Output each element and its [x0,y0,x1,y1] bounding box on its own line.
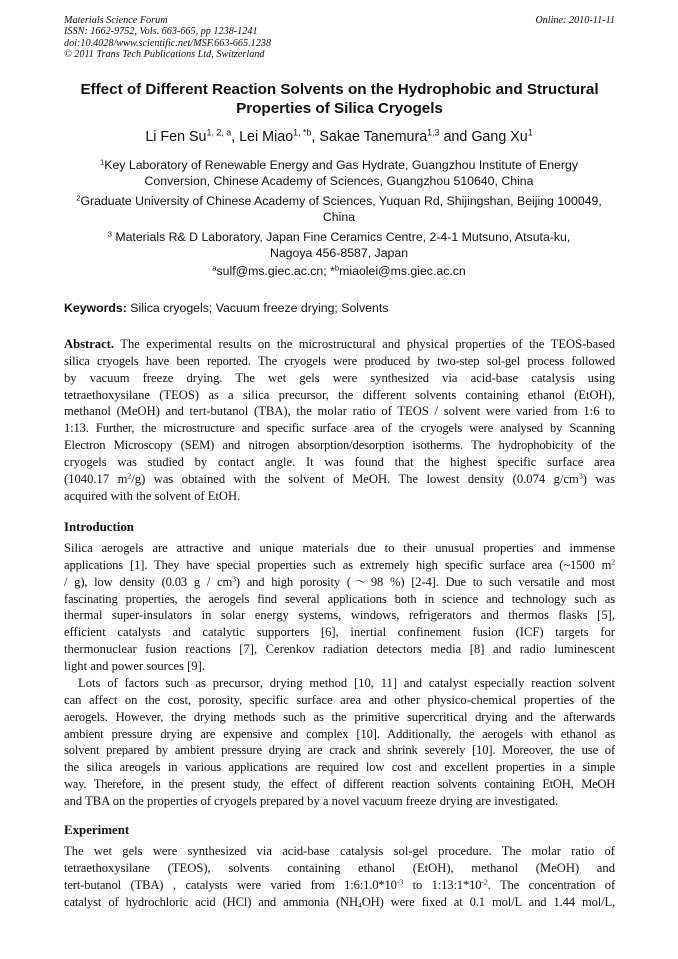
abstract-line: by vacuum freeze drying. The wet gels were synthesized via acid-base catalysis using [64,370,615,385]
text-run: OH) were fixed at 0.1 mol/L and 1.44 mol/L, [361,894,615,909]
text-run: tert-butanol (TBA) , catalysts were varied from 1:6:1.0*10 [64,877,397,892]
keywords-label: Keywords: [64,301,127,315]
abstract [64,336,615,504]
experiment-paragraph [64,843,615,910]
author-name: Gang Xu [471,129,528,145]
superscript: 2 [611,557,615,567]
text-line: solvent prepared by ambient pressure drying are crack and shrink severely [10]. Moreover, the use of [64,743,615,758]
text-line: the silica areogels in various applications are required low cost and excellent properties in a simple [64,760,615,775]
text-run: ) and high porosity (～98 %) [2-4]. Due to such versatile and most [235,574,615,589]
author-affil-mark: 1 [527,127,533,138]
keywords-text: Silica cryogels; Vacuum freeze drying; Solvents [126,301,389,315]
abstract-line: Electron Microscopy (SEM) and nitrogen absorption/desorption isotherms. The hydrophobicity of the [64,438,615,453]
affiliation-number: 3 [107,229,112,239]
text-run: to 1:13:1*10 [403,877,482,892]
text-line: thermal super-insulators in solar energy systems, windows, refrigerators and thermos flasks [5], [64,608,615,623]
text-line [64,574,615,591]
subscript: 4 [357,900,362,910]
text-line: thermonuclear fusion reactions [7], Cerenkov radiation detectors media [8] and radio luminescent [64,642,615,657]
author-separator: and [439,129,472,145]
text-run: ) was [582,471,615,486]
text-line: Silica aerogels are attractive and unique materials due to their unusual properties and immense [64,541,615,555]
author-emails [60,263,618,279]
abstract-line: methanol (MeOH) and tert-butanol (TBA), the molar ratio of TEOS / solvent were varied from 1:6 to [64,404,615,419]
abstract-line: The experimental results on the microstructural and physical properties of the TEOS-based [114,337,615,351]
introduction-paragraph-1 [64,540,615,675]
text-line: aerogels. However, the drying methods such as the primitive supercritical drying and the afterwards [64,709,615,724]
text-line [64,557,615,574]
affiliation-text: China [322,210,356,224]
text-line: and TBA on the properties of cryogels prepared by a novel vacuum freeze drying are investigated. [64,793,559,808]
superscript: 3 [232,574,236,584]
affiliation-text: Graduate University of Chinese Academy of Sciences, Yuquan Rd, Shijingshan, Beijing 100049, [80,194,602,208]
affiliation-text: Materials R& D Laboratory, Japan Fine Ceramics Centre, 2-4-1 Mutsuno, Atsuta-ku, [115,230,571,244]
text-line: The wet gels were synthesized via acid-base catalysis sol-gel procedure. The molar ratio of [64,844,615,858]
email-mark: a [212,263,217,273]
abstract-label: Abstract. [64,337,115,351]
abstract-line: acquired with the solvent of EtOH. [64,488,241,503]
text-line: efficient catalysts and catalytic supporters [6], inertial confinement fusion (ICF) targets for [64,625,615,640]
email-mark: b [334,263,340,273]
section-heading-introduction: Introduction [64,520,134,534]
abstract-line: tetraethoxysilane (TEOS) as a silica precursor, the different solvents containing ethanol (EtOH), [64,387,615,402]
affiliation-text: Nagoya 456-8587, Japan [269,246,409,260]
author-name: Lei Miao [239,129,294,145]
title-line-2: Properties of Silica Cryogels [236,100,443,117]
text-line: can affect on the cost, porosity, specific surface area and other physico-chemical properties of the [64,692,615,707]
text-run: applications [1]. They have special properties such as extremely high specific surface area (~1500 m [64,557,612,572]
keywords [64,300,615,316]
email-a: sulf@ms.giec.ac.cn; [216,264,331,278]
text-line: Lots of factors such as precursor, drying method [10, 11] and catalyst especially reaction solvent [78,676,615,690]
email-b: miaolei@ms.giec.ac.cn [339,264,466,278]
text-line: way. Therefore, in the present study, the effect of different reaction solvents containing EtOH, MeOH [64,777,615,792]
text-run: catalyst of hydrochloric acid (HCl) and ammonia (NH [64,894,358,909]
journal-header [64,15,615,61]
text-run: . The concentration of [487,877,615,892]
affiliation-1 [60,157,618,189]
author-affil-mark: 1, 2, a [206,127,232,138]
paper-title [48,80,631,118]
affiliation-text: Key Laboratory of Renewable Energy and Gas Hydrate, Guangzhou Institute of Energy [104,158,578,172]
author-name: Sakae Tanemura [319,129,428,145]
affiliation-text: Conversion, Chinese Academy of Sciences, Guangzhou 510640, China [144,174,534,188]
superscript: 2 [127,471,132,481]
text-line [64,877,615,894]
doi-line: doi:10.4028/www.scientific.net/MSF.663-665.1238 [64,37,272,49]
text-line: light and power sources [9]. [64,658,205,673]
text-run: (1040.17 m [64,471,128,486]
introduction-paragraph-2 [64,675,615,810]
abstract-line [64,471,615,488]
superscript: -3 [396,877,404,887]
author-name: Li Fen Su [145,129,207,145]
superscript: -2 [481,877,488,887]
author-affil-mark: 1, *b [293,127,312,138]
copyright-line: © 2011 Trans Tech Publications Ltd, Switzerland [64,49,265,61]
author-separator: , [231,129,240,145]
online-date: Online: 2010-11-11 [535,15,615,26]
affiliation-3 [60,229,618,261]
section-heading-experiment: Experiment [64,823,130,837]
affiliation-2 [60,193,618,225]
author-list [40,128,638,146]
author-separator: , [311,129,320,145]
text-run: /g) was obtained with the solvent of MeOH. The lowest density (0.074 g/cm [131,471,579,486]
text-line: tetraethoxysilane (TEOS), solvents containing ethanol (EtOH), methanol (MeOH) and [64,860,615,875]
journal-name: Materials Science Forum [64,15,168,26]
abstract-line: cryogels was studied by contact angle. It was found that the highest specific surface area [64,454,615,469]
affiliation-number: 2 [76,193,81,203]
text-line: ambient pressure drying are expensive and complex [10]. Additionally, the aerogels with ethanol as [64,726,615,741]
text-line [64,894,615,911]
issn-line: ISSN: 1662-9752, Vols. 663-665, pp 1238-1241 [64,26,258,38]
text-run: / g), low density (0.03 g / cm [64,574,233,589]
abstract-line: silica cryogels have been reported. The cryogels were produced by two-step sol-gel process followed [64,353,615,368]
superscript: 3 [578,471,583,481]
author-affil-mark: 1,3 [427,127,440,138]
text-line: fascinating properties, the aerogels find several applications both in science and technology such as [64,591,615,606]
abstract-line: 1:13. Further, the microstructure and specific surface area of the cryogels were analysed by Scanning [64,421,615,436]
title-line-1: Effect of Different Reaction Solvents on the Hydrophobic and Structural [80,81,599,98]
affiliation-number: 1 [100,157,105,167]
email-prefix: * [330,264,335,278]
